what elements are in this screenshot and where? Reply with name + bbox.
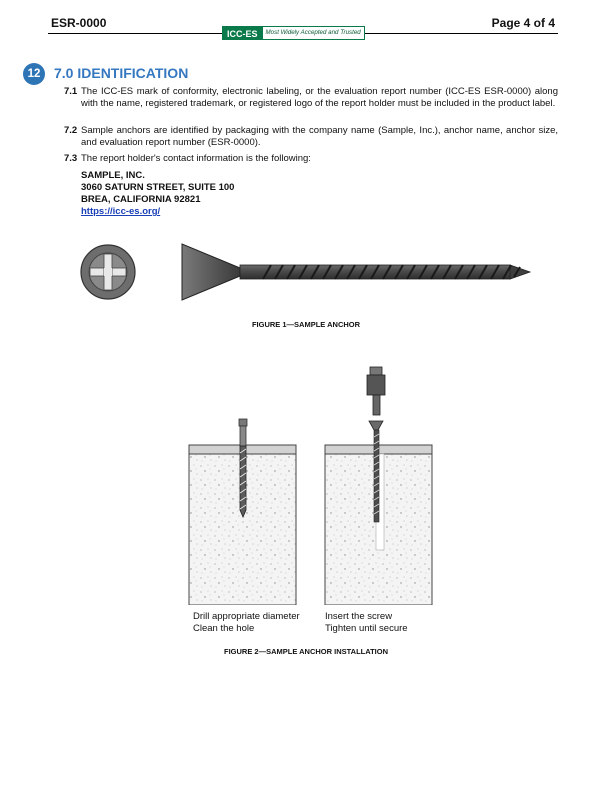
step-2-line-2: Tighten until secure	[325, 623, 408, 634]
paragraph-number: 7.3	[64, 153, 78, 164]
contact-block	[81, 170, 234, 218]
paragraph-number: 7.2	[64, 125, 78, 136]
figure-2-caption: FIGURE 2—SAMPLE ANCHOR INSTALLATION	[223, 647, 389, 656]
paragraph-text: The ICC-ES mark of conformity, electronic labeling, or the evaluation report number (ICC-ES ESR-0000) along with the name, registered trademark, or registered logo of the report holder must be included in the product label.	[81, 86, 558, 109]
icc-es-logo	[222, 26, 365, 40]
paragraph-number: 7.1	[64, 86, 78, 97]
figure-2-installation-drawing	[185, 365, 437, 605]
section-title: 7.0 IDENTIFICATION	[54, 65, 189, 81]
step-1-line-2: Clean the hole	[193, 623, 255, 634]
step-1-instructions	[193, 611, 300, 635]
contact-city: BREA, CALIFORNIA 92821	[81, 194, 201, 205]
page-header	[48, 14, 558, 40]
figure-1-anchor-drawing	[78, 236, 533, 308]
logo-mark: ICC-ES	[222, 26, 263, 40]
anchor-side-view	[182, 244, 530, 300]
paragraph-7-1	[64, 86, 558, 122]
page-number: Page 4 of 4	[491, 16, 555, 30]
paragraph-7-3	[64, 153, 558, 165]
step-2-line-1: Insert the screw	[325, 611, 393, 622]
paragraph-text: Sample anchors are identified by packaging with the company name (Sample, Inc.), anchor name, anchor size, and evaluation report number (ESR-0000).	[81, 125, 558, 148]
anchor-head-top-view	[81, 245, 135, 299]
figure-1-caption: FIGURE 1—SAMPLE ANCHOR	[251, 320, 361, 329]
logo-tagline: Most Widely Accepted and Trusted	[263, 26, 365, 40]
contact-company: SAMPLE, INC.	[81, 170, 145, 181]
report-number: ESR-0000	[51, 16, 107, 30]
step-2-instructions	[325, 611, 408, 635]
drill-bit	[239, 419, 247, 517]
paragraph-text: The report holder's contact information is the following:	[81, 153, 311, 164]
section-number-badge: 12	[23, 63, 45, 85]
paragraph-7-2	[64, 125, 558, 149]
contact-street: 3060 SATURN STREET, SUITE 100	[81, 182, 235, 193]
contact-url-link[interactable]: https://icc-es.org/	[81, 206, 161, 217]
step-1-line-1: Drill appropriate diameter	[193, 611, 300, 622]
